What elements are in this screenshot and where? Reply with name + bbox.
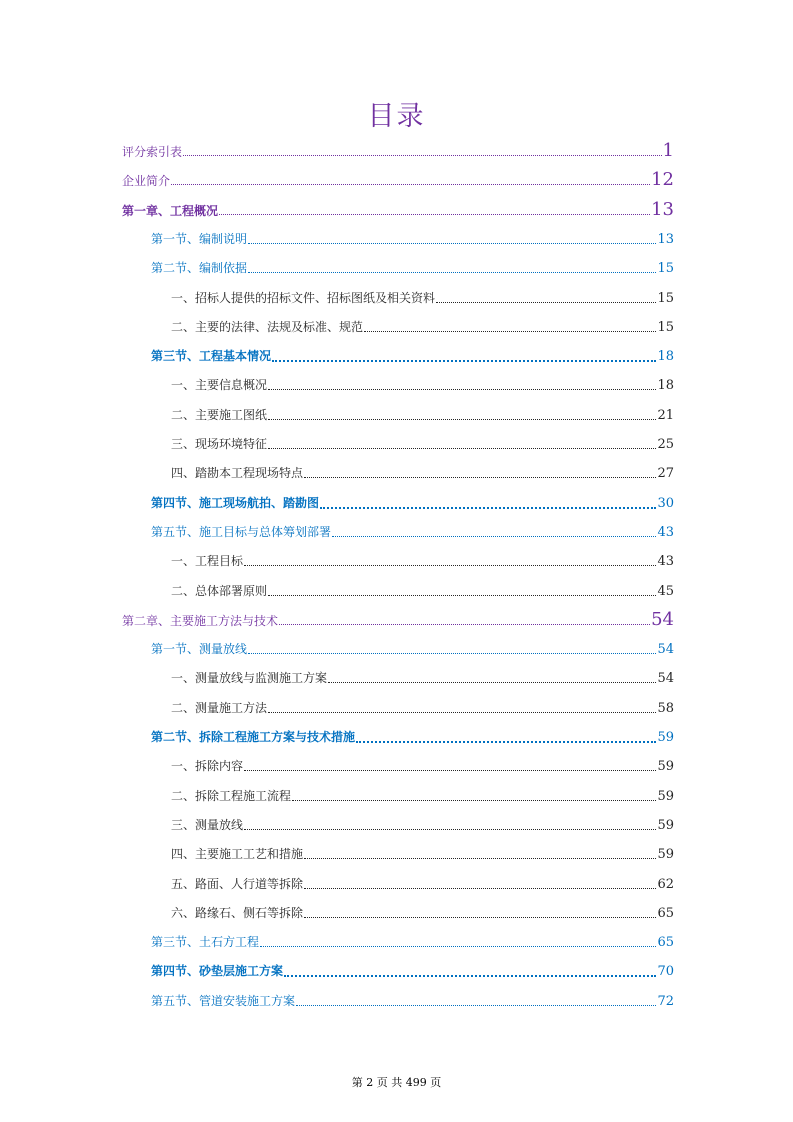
toc-dot-leader [248, 228, 656, 244]
toc-entry[interactable] [151, 228, 674, 250]
toc-entry-label: 第一章、工程概况 [122, 203, 219, 218]
toc-entry[interactable] [171, 404, 674, 426]
toc-entry-label: 二、主要施工图纸 [171, 407, 268, 422]
toc-entry-label: 第二章、主要施工方法与技术 [122, 613, 279, 628]
toc-entry[interactable] [171, 433, 674, 455]
toc-dot-leader [328, 667, 656, 683]
toc-entry-label: 评分索引表 [122, 145, 183, 159]
toc-entry[interactable] [151, 257, 674, 279]
toc-entry-page: 1 [662, 140, 674, 161]
toc-entry-page: 54 [657, 642, 674, 658]
toc-entry-page: 45 [657, 583, 674, 599]
toc-entry[interactable] [151, 990, 674, 1012]
toc-entry-label: 第二节、编制依据 [151, 261, 248, 276]
toc-entry-label: 第三节、工程基本情况 [151, 349, 272, 364]
toc-entry-label: 四、踏勘本工程现场特点 [171, 466, 304, 481]
toc-dot-leader [183, 140, 662, 156]
toc-entry[interactable] [171, 785, 674, 807]
toc-entry-label: 第四节、施工现场航拍、踏勘图 [151, 495, 320, 510]
toc-entry[interactable] [171, 873, 674, 895]
toc-entry-label: 一、拆除内容 [171, 759, 244, 774]
toc-entry[interactable] [171, 843, 674, 865]
toc-dot-leader [268, 433, 656, 449]
toc-entry-label: 第五节、施工目标与总体筹划部署 [151, 524, 332, 539]
toc-dot-leader [292, 785, 656, 801]
toc-entry[interactable] [151, 521, 674, 543]
toc-dot-leader [171, 169, 650, 185]
toc-entry-page: 15 [657, 261, 674, 277]
toc-entry-page: 59 [657, 847, 674, 863]
toc-dot-leader [436, 287, 656, 303]
toc-entry-page: 58 [657, 700, 674, 716]
toc-entry-page: 43 [657, 554, 674, 570]
toc-dot-leader [248, 257, 656, 273]
toc-dot-leader [279, 609, 650, 625]
toc-entry-page: 59 [657, 817, 674, 833]
toc-dot-leader [244, 814, 656, 830]
toc-dot-leader [248, 638, 656, 654]
toc-entry[interactable] [151, 492, 674, 514]
toc-entry[interactable] [171, 316, 674, 338]
toc-entry-page: 72 [657, 993, 674, 1009]
toc-entry-label: 第五节、管道安装施工方案 [151, 993, 296, 1008]
toc-entry-label: 五、路面、人行道等拆除 [171, 876, 304, 891]
toc-entry-page: 18 [657, 378, 674, 394]
toc-dot-leader [296, 990, 656, 1006]
toc-entry-page: 70 [657, 964, 674, 980]
toc-entry-page: 62 [657, 876, 674, 892]
toc-entry[interactable] [151, 931, 674, 953]
toc-entry[interactable] [122, 199, 674, 221]
toc-dot-leader [304, 843, 656, 859]
toc-entry[interactable] [171, 697, 674, 719]
toc-dot-leader [260, 931, 656, 947]
toc-entry-page: 59 [657, 759, 674, 775]
toc-entry[interactable] [171, 667, 674, 689]
toc-entry-label: 二、主要的法律、法规及标准、规范 [171, 319, 364, 334]
toc-dot-leader [320, 492, 656, 509]
toc-entry-page: 25 [657, 437, 674, 452]
toc-entry-page: 59 [657, 788, 674, 804]
toc-entry-page: 21 [657, 407, 674, 423]
toc-entry[interactable] [171, 550, 674, 572]
toc-entry-label: 二、拆除工程施工流程 [171, 788, 292, 803]
toc-entry-label: 三、测量放线 [171, 817, 244, 832]
toc-entry[interactable] [122, 609, 674, 631]
toc-title: 目录 [367, 101, 426, 132]
toc-entry[interactable] [151, 638, 674, 660]
toc-entry-label: 一、主要信息概况 [171, 378, 268, 393]
toc-entry[interactable] [122, 169, 674, 191]
toc-dot-leader [268, 374, 656, 390]
toc-entry[interactable] [171, 462, 674, 484]
toc-entry-page: 54 [657, 671, 674, 687]
toc-dot-leader [364, 316, 656, 332]
toc-entry-label: 一、测量放线与监测施工方案 [171, 671, 328, 686]
toc-entry-page: 15 [657, 290, 674, 306]
toc-entry[interactable] [171, 580, 674, 602]
toc-entry-page: 43 [657, 524, 674, 540]
toc-entry-label: 企业简介 [122, 174, 171, 189]
toc-entry[interactable] [171, 755, 674, 777]
toc-entry-label: 第二节、拆除工程施工方案与技术措施 [151, 730, 356, 744]
toc-entry-page: 27 [657, 466, 674, 482]
toc-dot-leader [284, 960, 656, 977]
toc-entry-label: 四、主要施工工艺和措施 [171, 847, 304, 862]
toc-entry-page: 30 [657, 495, 674, 511]
toc-entry[interactable] [171, 814, 674, 836]
toc-dot-leader [304, 902, 656, 918]
toc-entry[interactable] [171, 374, 674, 396]
toc-dot-leader [219, 199, 650, 215]
toc-entry[interactable] [151, 726, 674, 748]
toc-dot-leader [268, 580, 656, 596]
toc-entry-label: 六、路缘石、侧石等拆除 [171, 905, 304, 920]
toc-entry-page: 65 [657, 935, 674, 951]
toc-entry[interactable] [171, 287, 674, 309]
toc-entry-label: 二、测量施工方法 [171, 700, 268, 715]
toc-entry-page: 59 [657, 730, 674, 745]
toc-entry-page: 65 [657, 905, 674, 921]
toc-dot-leader [356, 726, 656, 743]
toc-entry[interactable] [151, 960, 674, 982]
toc-dot-leader [268, 697, 656, 713]
toc-entry-label: 一、招标人提供的招标文件、招标图纸及相关资料 [171, 290, 436, 305]
toc-entry-label: 第三节、土石方工程 [151, 935, 260, 950]
toc-entry-page: 12 [651, 169, 674, 191]
toc-entry-page: 54 [651, 608, 674, 630]
toc-entry-label: 一、工程目标 [171, 554, 244, 569]
toc-entry-label: 三、现场环境特征 [171, 437, 268, 451]
toc-dot-leader [304, 462, 656, 478]
toc-dot-leader [244, 755, 656, 771]
toc-entry-page: 13 [657, 231, 674, 247]
toc-entry-page: 15 [657, 319, 674, 335]
toc-entry[interactable] [151, 345, 674, 367]
toc-entry-label: 第一节、编制说明 [151, 231, 248, 246]
toc-dot-leader [332, 521, 656, 537]
toc-entry[interactable] [122, 140, 674, 162]
toc-dot-leader [304, 873, 656, 889]
toc-dot-leader [244, 550, 656, 566]
toc-entry-label: 第四节、砂垫层施工方案 [151, 964, 284, 979]
toc-dot-leader [268, 404, 656, 420]
page-footer: 第 2 页 共 499 页 [351, 1076, 442, 1089]
toc-entry-page: 18 [657, 349, 674, 365]
toc-dot-leader [272, 345, 656, 362]
toc-entry-page: 13 [651, 198, 674, 220]
toc-entry-label: 二、总体部署原则 [171, 583, 268, 598]
toc-entry[interactable] [171, 902, 674, 924]
toc-entry-label: 第一节、测量放线 [151, 642, 248, 657]
